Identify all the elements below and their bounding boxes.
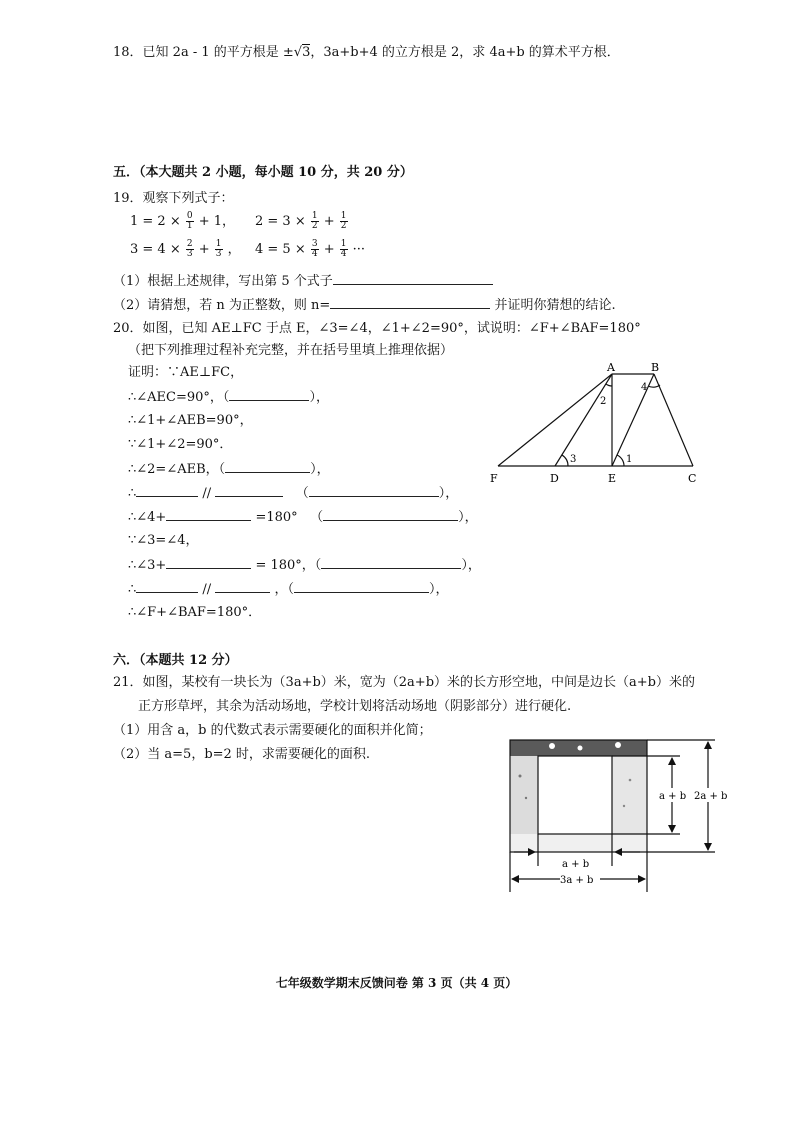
fraction: $\frac{2}{3}$: [186, 239, 193, 259]
sqrt-symbol: √: [293, 45, 303, 60]
proof-line-9: ∴∠3+ = 180°，（ ），: [128, 558, 481, 573]
reason-blank[interactable]: [225, 460, 310, 473]
fraction: $\frac{1}{3}$: [215, 239, 222, 259]
formula-4: 4 = 5 × $\frac{3}{4}$ + $\frac{1}{4}$ ···: [255, 239, 366, 259]
question-20-instruction: （把下列推理过程补充完整，并在括号里填上推理依据）: [128, 343, 454, 358]
angle-mark-2: [606, 384, 612, 386]
segment-AD: [555, 374, 612, 466]
angle-mark-3: [562, 455, 568, 466]
proof-line-5: ∴∠2=∠AEB，（ ），: [128, 462, 330, 477]
fraction: $\frac{1}{2}$: [311, 211, 318, 231]
proof-line-11: ∴∠F+∠BAF=180°．: [128, 605, 262, 620]
label-4: 4: [641, 382, 648, 393]
page-footer: 七年级数学期末反馈问卷 第 3 页（共 4 页）: [275, 976, 518, 990]
answer-blank[interactable]: [136, 484, 198, 497]
label-F: F: [490, 472, 498, 485]
answer-blank[interactable]: [136, 580, 198, 593]
proof-line-4: ∵∠1+∠2=90°．: [128, 437, 233, 452]
question-19-part2: （2）请猜想，若 n 为正整数，则 n= 并证明你猜想的结论.: [113, 298, 616, 313]
segment-BC: [654, 374, 693, 466]
proof-line-7: ∴∠4+ =180° （ ），: [128, 510, 478, 525]
reason-blank[interactable]: [309, 484, 439, 497]
label-1: 1: [626, 454, 633, 465]
answer-blank[interactable]: [333, 272, 493, 285]
question-21-stem-1: 21．如图，某校有一块长为（3a+b）米，宽为（2a+b）米的长方形空地，中间是边长（a+b）米的: [113, 675, 695, 690]
proof-line-1: 证明：∵AE⊥FC，: [128, 365, 244, 380]
label-bottom-outer: 3a + b: [560, 875, 594, 886]
label-E: E: [608, 472, 617, 485]
segment-BE: [612, 374, 654, 466]
question-21-stem-2: 正方形草坪，其余为活动场地，学校计划将活动场地（阴影部分）进行硬化.: [138, 699, 572, 714]
reason-blank[interactable]: [294, 580, 429, 593]
answer-blank[interactable]: [166, 556, 251, 569]
question-21-part1: （1）用含 a，b 的代数式表示需要硬化的面积并化简；: [113, 723, 432, 738]
question-19-part1: （1）根据上述规律，写出第 5 个式子: [113, 272, 493, 291]
question-text: 已知 2a - 1 的平方根是 ±: [142, 45, 294, 60]
formula-1: 1 = 2 × $\frac{0}{1}$ + 1，: [130, 211, 236, 231]
question-text-cont: ，3a+b+4 的立方根是 2，求 4a+b 的算术平方根．: [310, 45, 620, 60]
question-number: 18．: [113, 45, 143, 60]
proof-line-8: ∵∠3=∠4，: [128, 533, 199, 548]
segment-AF: [498, 374, 612, 466]
reason-blank[interactable]: [323, 508, 458, 521]
angle-mark-1: [617, 455, 624, 466]
fraction: $\frac{1}{2}$: [340, 211, 347, 231]
answer-blank[interactable]: [330, 296, 490, 309]
question-19-intro: 19．观察下列式子：: [113, 191, 234, 206]
label-C: C: [688, 472, 697, 485]
label-bottom-inner: a + b: [562, 859, 590, 870]
lawn-square: [538, 756, 612, 834]
question-18: [113, 44, 620, 62]
label-A: A: [607, 362, 615, 374]
label-B: B: [651, 362, 660, 374]
label-3: 3: [570, 454, 577, 465]
fraction: $\frac{0}{1}$: [186, 211, 193, 231]
formula-2: 2 = 3 × $\frac{1}{2}$ + $\frac{1}{2}$: [255, 211, 347, 231]
proof-line-3: ∴∠1+∠AEB=90°，: [128, 413, 253, 428]
proof-line-10: ∴ // ，（ ），: [128, 582, 449, 597]
question-21-part2: （2）当 a=5，b=2 时，求需要硬化的面积.: [113, 747, 371, 762]
label-side-inner: a + b: [659, 791, 687, 802]
label-side-outer: 2a + b: [694, 791, 728, 802]
answer-blank[interactable]: [215, 484, 283, 497]
geometry-figure: [490, 362, 710, 492]
fraction: $\frac{1}{4}$: [340, 239, 347, 259]
label-2: 2: [600, 396, 607, 407]
answer-blank[interactable]: [215, 580, 270, 593]
answer-blank[interactable]: [166, 508, 251, 521]
rectangle-figure: [500, 736, 740, 896]
formula-3: 3 = 4 × $\frac{2}{3}$ + $\frac{1}{3}$ ，: [130, 239, 241, 259]
fraction: $\frac{3}{4}$: [311, 239, 318, 259]
reason-blank[interactable]: [229, 388, 309, 401]
question-20-stem: 20．如图，已知 AE⊥FC 于点 E，∠3=∠4，∠1+∠2=90°，试说明：∠F+∠BAF=180°: [113, 321, 641, 336]
proof-line-2: ∴∠AEC=90°，（ ），: [128, 390, 329, 405]
proof-line-6: ∴ // （ ），: [128, 486, 459, 501]
reason-blank[interactable]: [321, 556, 461, 569]
sqrt-radicand: 3: [302, 45, 311, 60]
section-heading-5: 五．（本大题共 2 小题，每小题 10 分，共 20 分）: [113, 165, 413, 180]
label-D: D: [550, 472, 559, 485]
section-heading-6: 六．（本题共 12 分）: [113, 653, 238, 668]
